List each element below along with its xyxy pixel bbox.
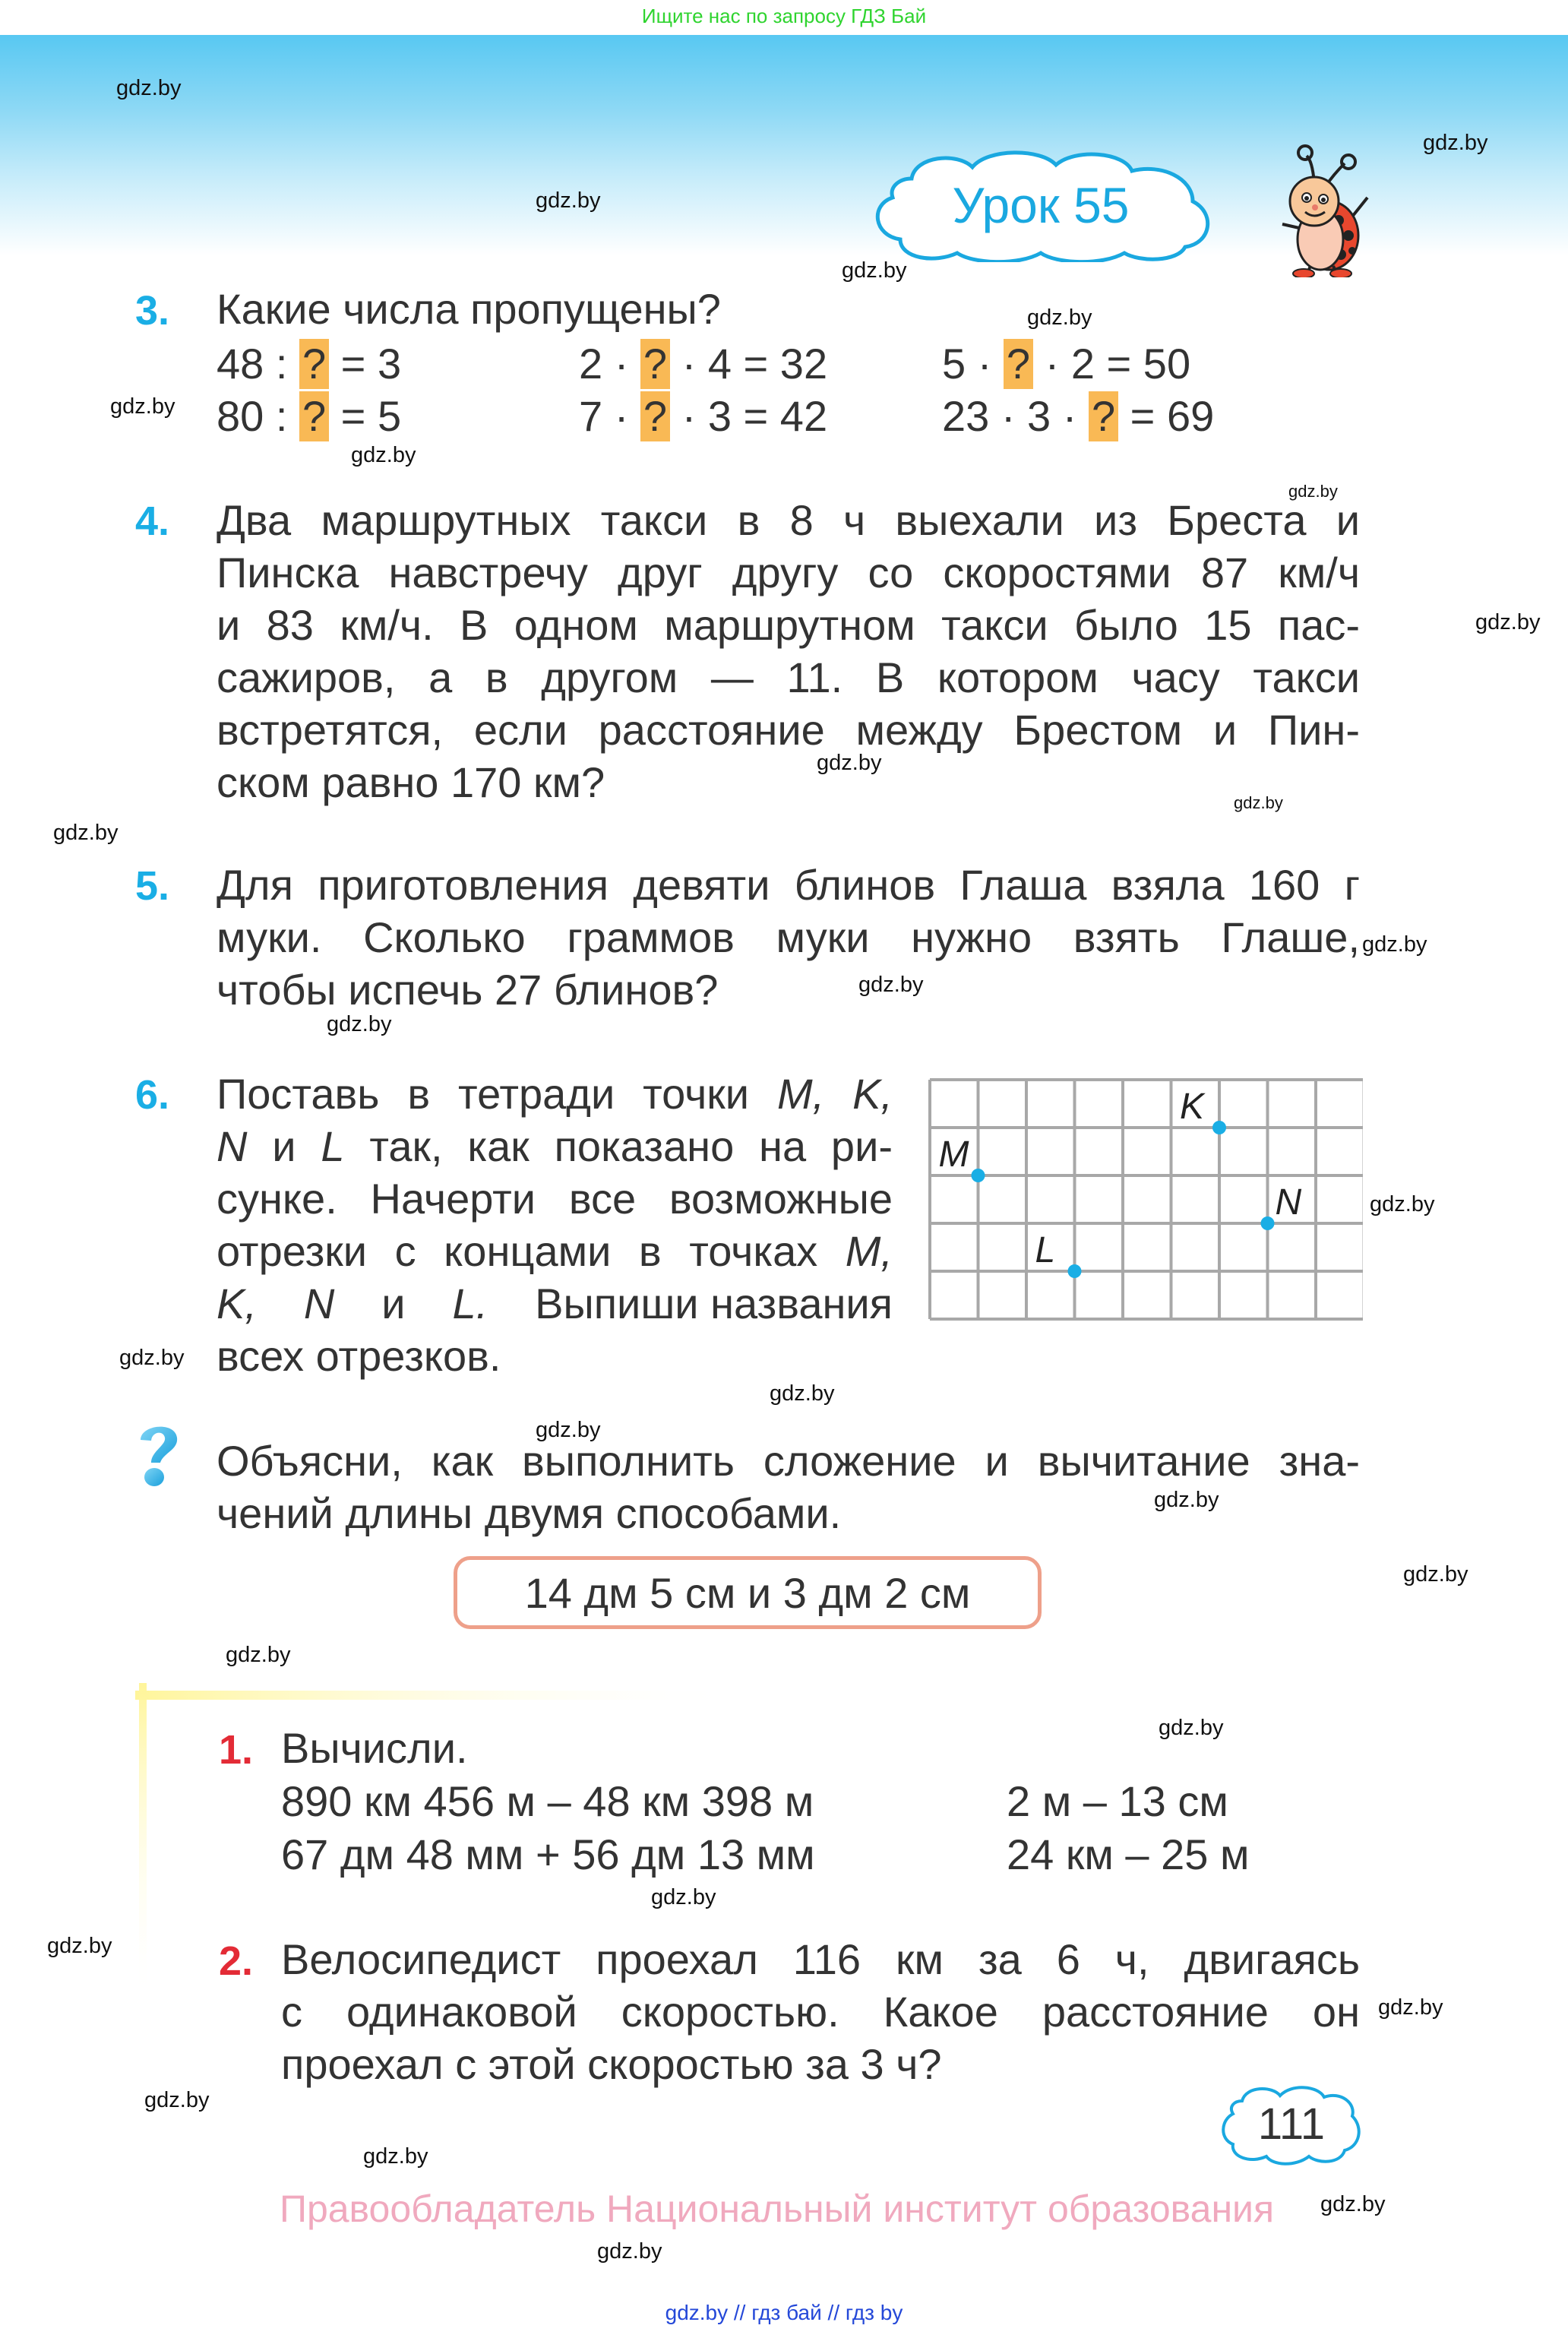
equation-text: 7 · xyxy=(579,392,640,440)
watermark: gdz.by xyxy=(1403,1562,1468,1587)
lesson-title-cloud xyxy=(858,148,1223,262)
point-label: L xyxy=(1035,1230,1056,1270)
copyright-notice: Правообладатель Национальный институт образования xyxy=(280,2188,1275,2230)
equation-text: = 69 xyxy=(1118,392,1215,440)
watermark: gdz.by xyxy=(363,2144,428,2169)
text-line: Два маршрутных такси в 8 ч выехали из Бреста и xyxy=(217,496,1360,544)
point-N xyxy=(1261,1216,1275,1230)
point-name: N xyxy=(217,1122,248,1170)
example-box: 14 дм 5 см и 3 дм 2 см xyxy=(454,1556,1042,1629)
watermark: gdz.by xyxy=(1362,932,1427,957)
text-segment: и xyxy=(381,1280,406,1327)
text-line xyxy=(217,1225,893,1277)
watermark: gdz.by xyxy=(1288,482,1338,501)
point-name: K, xyxy=(217,1280,257,1327)
ladybug-icon xyxy=(1269,141,1383,277)
text-line: сунке. Начерти все возможные xyxy=(217,1175,893,1223)
equation-text: 2 · xyxy=(579,340,640,388)
equation-text: = 5 xyxy=(329,392,402,440)
equation-text: · 4 = 32 xyxy=(670,340,828,388)
text-line: Объясни, как выполнить сложение и вычитание зна- xyxy=(217,1437,1360,1485)
task-5-text xyxy=(217,859,1360,1016)
text-line: сажиров, а в другом — 11. В котором часу такси xyxy=(217,653,1360,701)
watermark: gdz.by xyxy=(53,821,119,845)
expression-1: 890 км 456 м – 48 км 398 м xyxy=(281,1777,814,1825)
search-banner: Ищите нас по запросу ГДЗ Бай xyxy=(0,0,1568,35)
point-label: K xyxy=(1180,1087,1205,1127)
task-6-text xyxy=(217,1068,893,1382)
task-6-number: 6. xyxy=(135,1072,170,1118)
task-5-number: 5. xyxy=(135,863,170,909)
lesson-title: Урок 55 xyxy=(952,177,1130,233)
watermark: gdz.by xyxy=(536,188,601,213)
expression-3: 67 дм 48 мм + 56 дм 13 мм xyxy=(281,1830,815,1878)
review-task-1-title: Вычисли. xyxy=(281,1724,468,1772)
watermark: gdz.by xyxy=(1370,1192,1435,1216)
watermark: gdz.by xyxy=(842,258,907,283)
equation-1 xyxy=(217,337,401,390)
point-grid-figure xyxy=(925,1075,1363,1322)
point-K xyxy=(1212,1121,1226,1134)
watermark: gdz.by xyxy=(817,751,882,775)
text-line: чений длины двумя способами. xyxy=(217,1489,842,1537)
point-name: L xyxy=(321,1122,345,1170)
task-4-number: 4. xyxy=(135,498,170,544)
point-L xyxy=(1068,1264,1082,1278)
equation-2 xyxy=(579,337,827,390)
expression-4: 24 км – 25 м xyxy=(1007,1830,1250,1878)
task-3-number: 3. xyxy=(135,288,170,334)
text-line: Пинска навстречу друг другу со скоростями 87 км/ч xyxy=(217,549,1360,596)
text-line: ском равно 170 км? xyxy=(217,758,605,806)
text-line xyxy=(217,1068,893,1120)
text-line xyxy=(217,1277,893,1330)
equation-text: · 3 = 42 xyxy=(670,392,828,440)
equation-text: 48 : xyxy=(217,340,299,388)
text-segment: отрезки с концами в точках xyxy=(217,1227,846,1275)
equation-3 xyxy=(942,337,1190,390)
text-line: и 83 км/ч. В одном маршрутном такси было 15 пас- xyxy=(217,601,1360,649)
text-line: проехал с этой скоростью за 3 ч? xyxy=(281,2040,942,2088)
equation-text: = 3 xyxy=(329,340,402,388)
watermark: gdz.by xyxy=(1320,2192,1386,2216)
text-segment: Выпиши названия xyxy=(535,1280,893,1327)
watermark: gdz.by xyxy=(1027,305,1092,330)
text-segment: так, как показано на ри- xyxy=(344,1122,893,1170)
point-names: M, K, xyxy=(776,1070,893,1118)
watermark: gdz.by xyxy=(116,76,182,100)
text-segment: и xyxy=(247,1122,321,1170)
point-M xyxy=(972,1169,985,1182)
watermark: gdz.by xyxy=(1423,131,1488,155)
equation-6 xyxy=(942,390,1214,442)
grid-diagram xyxy=(925,1075,1363,1322)
missing-number-box[interactable]: ? xyxy=(1089,391,1118,441)
equation-text: 80 : xyxy=(217,392,299,440)
watermark: gdz.by xyxy=(1475,610,1541,634)
watermark: gdz.by xyxy=(770,1381,835,1406)
point-name: L. xyxy=(452,1280,488,1327)
text-line: муки. Сколько граммов муки нужно взять Глаше, xyxy=(217,913,1360,961)
point-name: N xyxy=(303,1280,335,1327)
review-task-2-number: 2. xyxy=(219,1938,254,1984)
equation-4 xyxy=(217,390,401,442)
text-line: встретятся, если расстояние между Брестом и Пин- xyxy=(217,706,1360,754)
watermark: gdz.by xyxy=(597,2239,662,2264)
dashed-frame-left xyxy=(131,1683,147,2002)
point-name: M, xyxy=(845,1227,893,1275)
watermark: gdz.by xyxy=(1154,1488,1219,1512)
watermark: gdz.by xyxy=(1159,1716,1224,1740)
text-segment: Поставь в тетради точки xyxy=(217,1070,777,1118)
page-number: 111 xyxy=(1257,2099,1326,2149)
watermark: gdz.by xyxy=(327,1012,392,1036)
missing-number-box[interactable]: ? xyxy=(299,339,329,389)
site-links[interactable]: gdz.by // гдз бай // гдз by xyxy=(665,2301,903,2324)
missing-number-box[interactable]: ? xyxy=(640,339,670,389)
watermark: gdz.by xyxy=(1234,793,1283,812)
point-label: N xyxy=(1275,1182,1302,1223)
expression-2: 2 м – 13 см xyxy=(1007,1777,1228,1825)
task-4-text xyxy=(217,494,1360,808)
text-line: чтобы испечь 27 блинов? xyxy=(217,966,719,1014)
dashed-frame-top xyxy=(135,1683,743,1700)
text-line: Для приготовления девяти блинов Глаша взяла 160 г xyxy=(217,861,1360,909)
watermark: gdz.by xyxy=(226,1643,291,1667)
missing-number-box[interactable]: ? xyxy=(1004,339,1033,389)
text-line: с одинаковой скоростью. Какое расстояние он xyxy=(281,1988,1360,2036)
missing-number-box[interactable]: ? xyxy=(299,391,329,441)
watermark: gdz.by xyxy=(1378,1995,1443,2020)
text-line: Велосипедист проехал 116 км за 6 ч, двигаясь xyxy=(281,1935,1360,1983)
page-number-cloud xyxy=(1219,2082,1364,2166)
watermark: gdz.by xyxy=(110,394,175,419)
review-task-1-number: 1. xyxy=(219,1727,254,1773)
question-mark-icon xyxy=(133,1421,186,1489)
watermark: gdz.by xyxy=(119,1346,185,1370)
equation-text: 23 · 3 · xyxy=(942,392,1089,440)
equation-text: 5 · xyxy=(942,340,1004,388)
text-line: всех отрезков. xyxy=(217,1332,501,1380)
equation-text: · 2 = 50 xyxy=(1033,340,1191,388)
watermark: gdz.by xyxy=(858,973,924,997)
watermark: gdz.by xyxy=(144,2088,210,2112)
watermark: gdz.by xyxy=(351,443,416,467)
missing-number-box[interactable]: ? xyxy=(640,391,670,441)
point-label: M xyxy=(938,1134,969,1175)
watermark: gdz.by xyxy=(536,1418,601,1442)
watermark: gdz.by xyxy=(47,1934,112,1958)
review-task-2-text xyxy=(281,1933,1360,2090)
question-text xyxy=(217,1435,1360,1539)
watermark: gdz.by xyxy=(651,1885,716,1909)
text-line xyxy=(217,1120,893,1172)
equation-5 xyxy=(579,390,827,442)
task-3-prompt: Какие числа пропущены? xyxy=(217,285,721,333)
